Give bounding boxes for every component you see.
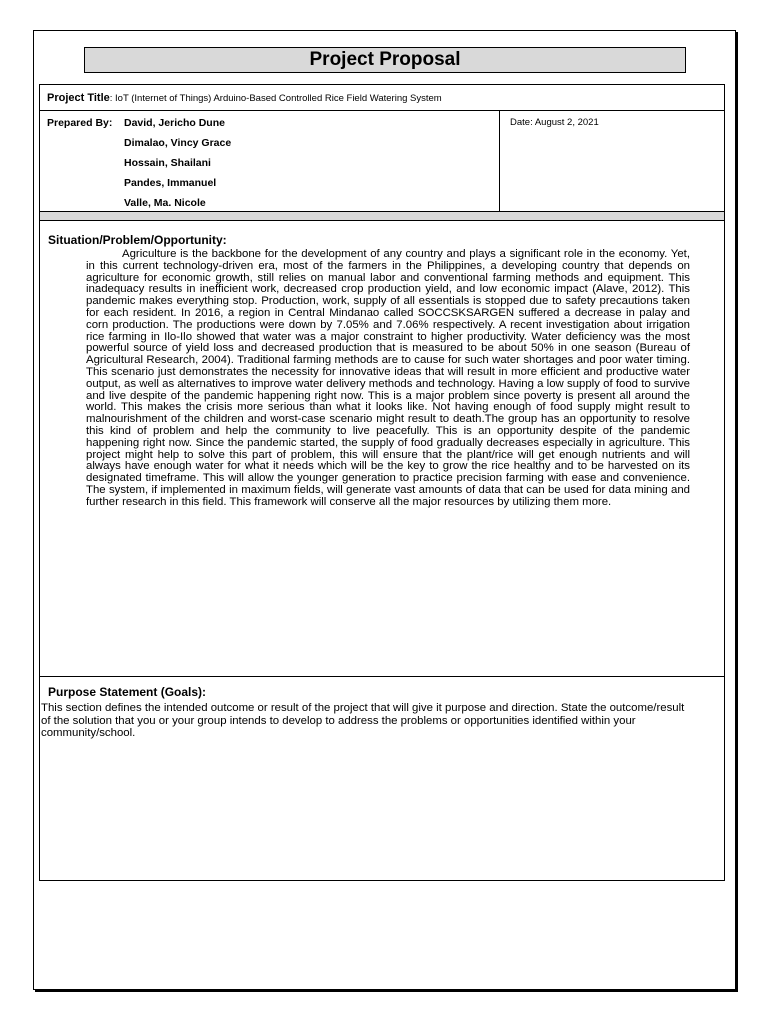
preparer-name: Dimalao, Vincy Grace bbox=[124, 137, 232, 149]
purpose-heading: Purpose Statement (Goals): bbox=[48, 685, 207, 699]
project-title-label: Project Title bbox=[47, 92, 110, 104]
prepared-by-label: Prepared By: bbox=[47, 117, 113, 129]
prepared-by-row bbox=[40, 111, 724, 211]
preparer-name: Pandes, Immanuel bbox=[124, 177, 217, 189]
preparer-name: Valle, Ma. Nicole bbox=[124, 197, 206, 209]
situation-text: Agriculture is the backbone for the development of any country and plays a significant role in the economy. Yet, in this current technology-driven era, most of the farmers in the Philippines, a developing country that depends on agriculture for economic growth, still relies on manual labor and conventional farming methods and equipment. This inadequacy results in inefficient work, decreased crop production yield, and low economic impact (Alave, 2012). This pandemic makes everything stop. Production, work, supply of all essentials is stopped due to safety precautions taken for each resident. In 2016, a region in Central Mindanao called SOCCSKSARGEN suffered a decrease in palay and corn production. The productions were down by 7.05% and 7.06% respectively. A recent investigation about irrigation rice farming in Ilo-Ilo showed that water was a major constraint to higher productivity. Water deficiency was the most powerful source of yield loss and decreased production that is measured to be about 50% in one season (Bureau of Agricultural Research, 2004). Traditional farming methods are to cause for such water shortages and poor water timing. This scenario just demonstrates the necessity for innovative ideas that will result in more efficient and productive water output, as well as alternatives to improve water delivery methods and technology. Having a low supply of food to survive and live despite of the pandemic happening right now. This is a major problem since poverty is present all around the world. This makes the crisis more serious than what it looks like. Not having enough of food supply might result to malnourishment of the children and worst-case scenario might result to death.The group has an opportunity to resolve this kind of problem and help the community to live peacefully. This is an opportunity despite of the pandemic happening right now. Since the pandemic started, the supply of food gradually decreases especially in agriculture. This project might help to solve this part of problem, this will ensure that the plant/rice will get enough nutrients and will always have enough water for what it needs which will be the key to grow the rice healthy and to be harvested on its designated timeframe. This will allow the younger generation to practice precision farming with ease and convenience. The system, if implemented in maximum fields, will generate vast amounts of data that can be used for data mining and further research in this field. This framework will conserve all the major resources by utilizing them more. bbox=[86, 248, 690, 508]
preparer-name: Hossain, Shailani bbox=[124, 157, 211, 169]
preparer-name: David, Jericho Dune bbox=[124, 117, 225, 129]
situation-heading: Situation/Problem/Opportunity: bbox=[48, 233, 227, 247]
project-title-row bbox=[40, 85, 724, 111]
section-divider bbox=[40, 676, 724, 677]
section-separator bbox=[40, 211, 724, 221]
prepared-by-cell bbox=[40, 111, 500, 211]
project-title-value: : IoT (Internet of Things) Arduino-Based Controlled Rice Field Watering System bbox=[109, 93, 442, 104]
proposal-form bbox=[39, 84, 725, 881]
date-field: Date: August 2, 2021 bbox=[510, 117, 599, 128]
purpose-text: This section defines the intended outcome or result of the project that will give it purpose and direction. State the outcome/result of the solution that you or your group intends to develop to address the problems or opportunities identified within your community/school. bbox=[41, 702, 685, 739]
document-title: Project Proposal bbox=[84, 47, 686, 73]
